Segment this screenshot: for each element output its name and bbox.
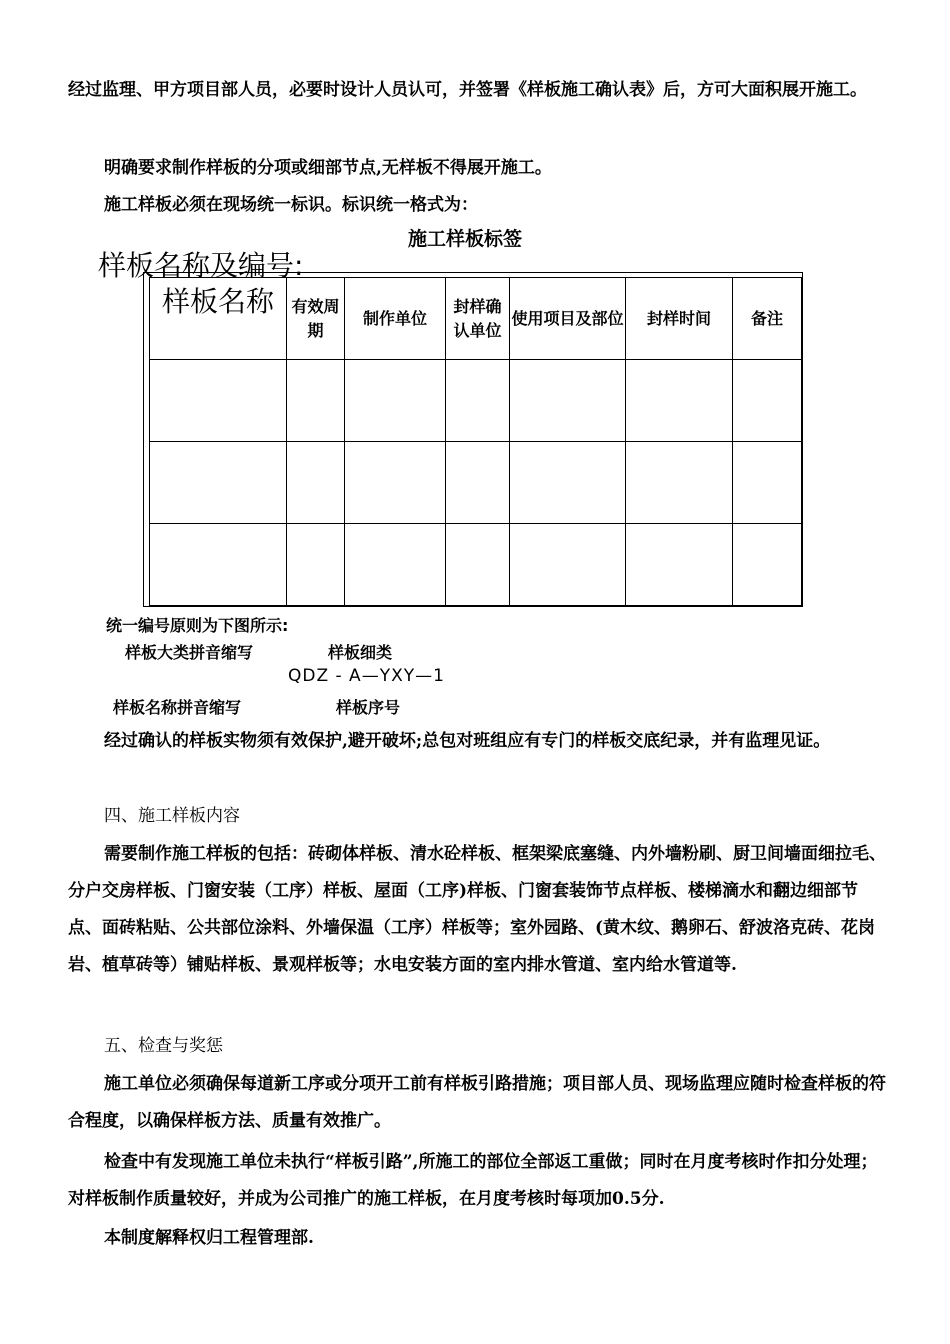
header-maker: 制作单位 — [345, 278, 446, 360]
paragraph-requirement: 明确要求制作样板的分项或细部节点,无样板不得展开施工。 — [104, 158, 552, 178]
table-header-row — [150, 278, 802, 360]
header-project-location: 使用项目及部位 — [510, 278, 626, 360]
numbering-intro: 统一编号原则为下图所示: — [106, 616, 289, 635]
numbering-name-abbr: 样板名称拼音缩写 — [113, 698, 242, 717]
paragraph-marking: 施工样板必须在现场统一标识。标识统一格式为： — [104, 195, 478, 215]
header-seal-unit: 封样确认单位 — [446, 278, 510, 360]
section-heading-4: 四、施工样板内容 — [104, 806, 240, 826]
header-seal-time: 封样时间 — [626, 278, 733, 360]
numbering-serial: 样板序号 — [336, 698, 401, 717]
label-title: 施工样板标签 — [408, 228, 523, 250]
numbering-subcategory: 样板细类 — [328, 643, 393, 662]
label-name-heading: 样板名称及编号: — [98, 249, 304, 282]
paragraph-sample-content: 需要制作施工样板的包括：砖砌体样板、清水砼样板、框架梁底塞缝、内外墙粉刷、厨卫间墙面细拉毛、分户交房样板、门窗安装（工序）样板、屋面（工序)样板、门窗套装饰节点样板、楼梯滴水和翻边细部节点、面砖粘贴、公共部位涂料、外墙保温（工序）样板等；室外园路、(黄木纹、鹅卵石、舒波洛克砖、花岗岩、植草砖等）铺贴样板、景观样板等；水电安装方面的室内排水管道、室内给水管道等. — [68, 844, 886, 975]
paragraph-penalty: 检查中有发现施工单位未执行“样板引路”,所施工的部位全部返工重做；同时在月度考核时作扣分处理；对样板制作质量较好，并成为公司推广的施工样板，在月度考核时每项加0.5分. — [68, 1152, 878, 1209]
label-table — [149, 277, 802, 606]
header-sample-name: 样板名称 — [150, 278, 287, 360]
paragraph-approval: 经过监理、甲方项目部人员，必要时设计人员认可，并签署《样板施工确认表》后，方可大面积展开施工。 — [68, 80, 867, 100]
label-table-frame — [143, 272, 803, 607]
numbering-code: QDZ - A—YXY—1 — [288, 666, 445, 686]
header-remarks: 备注 — [733, 278, 802, 360]
paragraph-interpretation: 本制度解释权归工程管理部. — [104, 1228, 314, 1248]
header-valid-period: 有效周期 — [287, 278, 345, 360]
paragraph-protection: 经过确认的样板实物须有效保护,避开破坏;总包对班组应有专门的样板交底纪录，并有监理见证。 — [104, 731, 831, 751]
numbering-category-abbr: 样板大类拼音缩写 — [125, 643, 254, 662]
table-row — [150, 524, 802, 606]
section-heading-5: 五、检查与奖惩 — [104, 1036, 223, 1056]
paragraph-inspection: 施工单位必须确保每道新工序或分项开工前有样板引路措施；项目部人员、现场监理应随时检查样板的符合程度，以确保样板方法、质量有效推广。 — [68, 1074, 886, 1131]
table-row — [150, 360, 802, 442]
table-row — [150, 442, 802, 524]
